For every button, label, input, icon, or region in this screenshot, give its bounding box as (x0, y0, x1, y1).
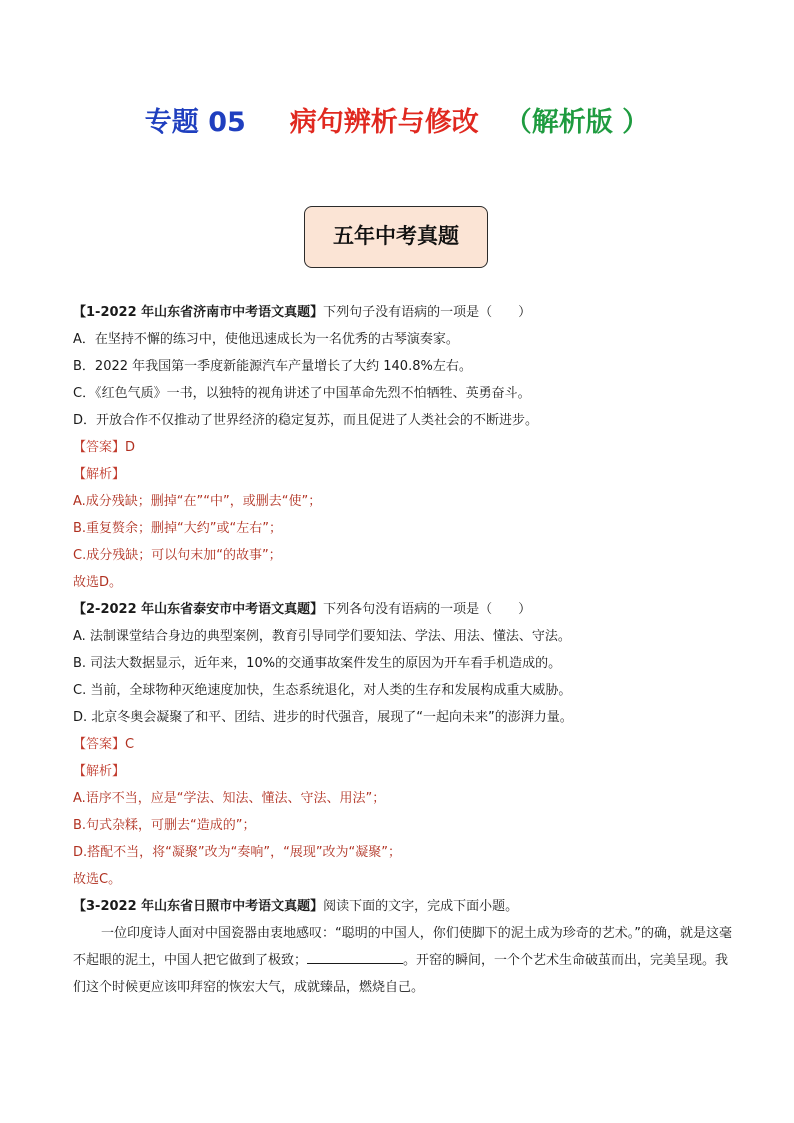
answer-value: C (125, 737, 135, 752)
question-1-analysis-label: 【解析】 (73, 467, 126, 482)
title-topic-number: 专题 05 (144, 107, 246, 138)
question-3-header (73, 893, 733, 920)
question-1-option-b: B．2022 年我国第一季度新能源汽车产量增长了大约 140.8%左右。 (73, 359, 472, 374)
question-2-analysis-label: 【解析】 (73, 764, 126, 779)
question-2-analysis-d: D.搭配不当，将“凝聚”改为“奏响”，“展现”改为“凝聚”； (73, 845, 402, 860)
question-1-option-d: D．开放合作不仅推动了世界经济的稳定复苏，而且促进了人类社会的不断进步。 (73, 413, 539, 428)
question-2-source: 【2-2022 年山东省泰安市中考语文真题】 (73, 602, 324, 617)
question-1-answer (73, 434, 733, 461)
question-3-source: 【3-2022 年山东省日照市中考语文真题】 (73, 899, 324, 914)
question-2-answer (73, 731, 733, 758)
question-1-analysis-b: B.重复赘余；删掉“大约”或“左右”； (73, 521, 282, 536)
question-2-analysis-b: B.句式杂糅，可删去“造成的”； (73, 818, 256, 833)
answer-label: 【答案】 (73, 737, 126, 752)
question-1-stem: 下列句子没有语病的一项是（ ） (323, 305, 532, 320)
answer-label: 【答案】 (73, 440, 126, 455)
question-2-header (73, 596, 733, 623)
title-topic-name: 病句辨析与修改 (289, 107, 479, 138)
question-1-analysis-a: A.成分残缺；删掉“在”“中”，或删去“使”； (73, 494, 322, 509)
passage-text-after-blank: 。开窑的瞬间，一个个艺术生命破茧而出，完美呈现。我们这个时候更应该叩拜窑的恢宏大气，成就臻品，燃烧自己。 (73, 953, 729, 995)
question-1-header (73, 299, 733, 326)
question-1-source: 【1-2022 年山东省济南市中考语文真题】 (73, 305, 324, 320)
question-2-option-a: A. 法制课堂结合身边的典型案例，教育引导同学们要知法、学法、用法、懂法、守法。 (73, 629, 571, 644)
question-1-option-c: C．《红色气质》一书，以独特的视角讲述了中国革命先烈不怕牺牲、英勇奋斗。 (73, 386, 531, 401)
section-heading: 五年中考真题 (304, 206, 488, 268)
question-3-passage (73, 920, 733, 1001)
question-2-option-d: D. 北京冬奥会凝聚了和平、团结、进步的时代强音，展现了“一起向未来”的澎湃力量。 (73, 710, 573, 725)
title-edition: （解析版 ） (504, 107, 650, 138)
answer-value: D (125, 440, 136, 455)
passage-text-before-blank: 一位印度诗人面对中国瓷器由衷地感叹：“聪明的中国人，你们使脚下的泥土成为珍奇的艺术。”的确，就是这毫不起眼的泥土，中国人把它做到了极致； (73, 926, 732, 968)
question-2-analysis-a: A.语序不当，应是“学法、知法、懂法、守法、用法”； (73, 791, 386, 806)
question-1-conclusion: 故选D。 (73, 575, 123, 590)
question-2-option-c: C. 当前，全球物种灭绝速度加快，生态系统退化，对人类的生存和发展构成重大威胁。 (73, 683, 572, 698)
question-1-option-a: A．在坚持不懈的练习中，使他迅速成长为一名优秀的古琴演奏家。 (73, 332, 459, 347)
fill-in-blank (307, 949, 403, 964)
document-body (73, 299, 733, 1001)
question-2-option-b: B. 司法大数据显示，近年来，10%的交通事故案件发生的原因为开车看手机造成的。 (73, 656, 562, 671)
question-3-stem: 阅读下面的文字，完成下面小题。 (323, 899, 519, 914)
question-2-stem: 下列各句没有语病的一项是（ ） (323, 602, 532, 617)
question-1-analysis-c: C.成分残缺；可以句末加“的故事”； (73, 548, 282, 563)
question-2-conclusion: 故选C。 (73, 872, 122, 887)
page-title (0, 103, 794, 143)
